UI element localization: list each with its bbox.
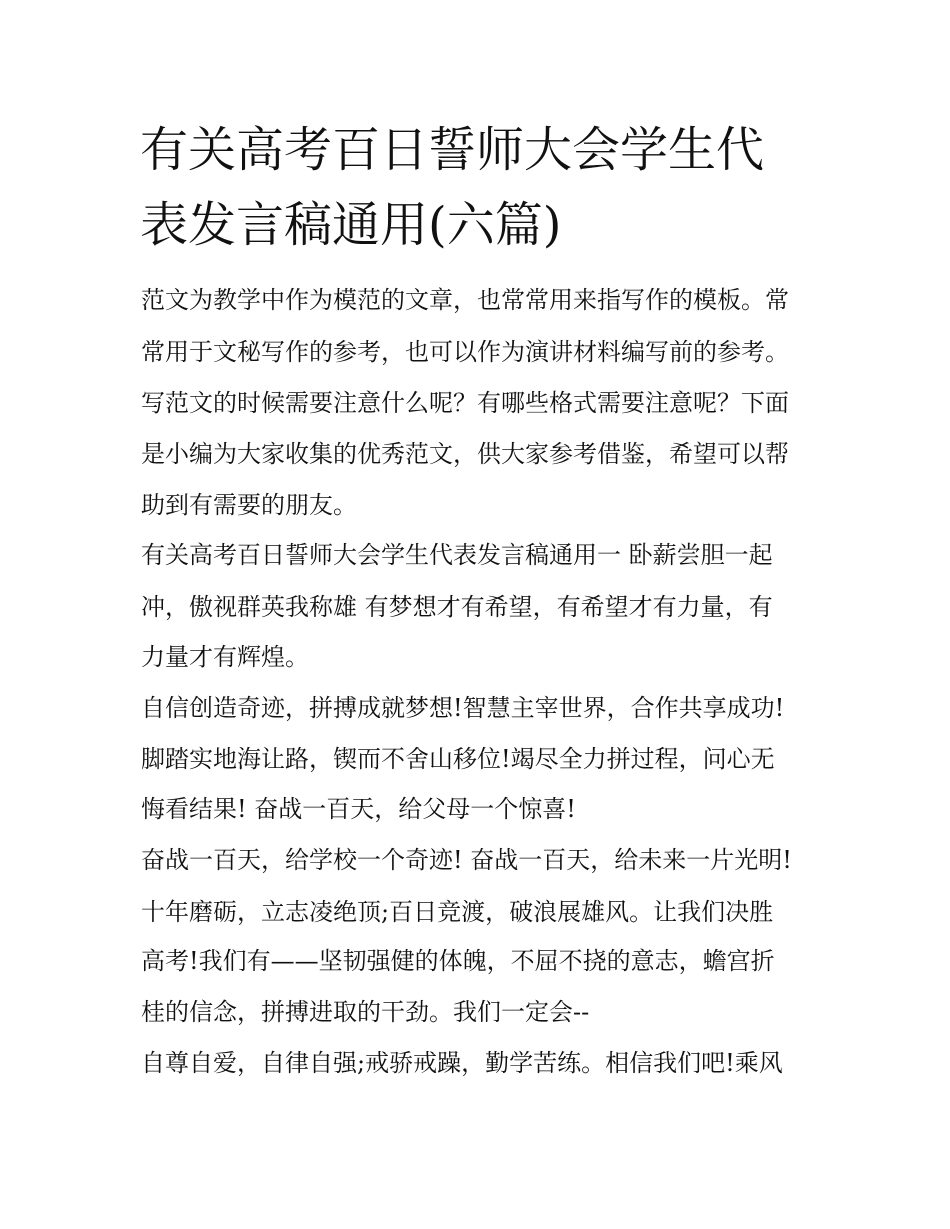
body-text-line: 十年磨砺，立志凌绝顶;百日竞渡，破浪展雄风。让我们决胜 (141, 898, 774, 926)
body-text-line: 力量才有辉煌。 (141, 643, 309, 671)
body-text-line: 自信创造奇迹，拼搏成就梦想!智慧主宰世界，合作共享成功! (141, 694, 785, 722)
body-text-line: 冲，傲视群英我称雄 有梦想才有希望，有希望才有力量，有 (141, 593, 773, 621)
body-text-line: 悔看结果! 奋战一百天，给父母一个惊喜! (141, 795, 576, 823)
body-text-line: 自尊自爱，自律自强;戒骄戒躁，勤学苦练。相信我们吧!乘风 (141, 1049, 783, 1077)
body-text-line: 助到有需要的朋友。 (141, 491, 357, 519)
body-text-line: 高考!我们有——坚韧强健的体魄，不屈不挠的意志，蟾宫折 (141, 947, 775, 975)
body-text-line: 常用于文秘写作的参考，也可以作为演讲材料编写前的参考。 (141, 338, 789, 366)
body-text-line: 奋战一百天，给学校一个奇迹! 奋战一百天，给未来一片光明! (141, 846, 792, 874)
body-text-line: 桂的信念，拼搏进取的干劲。我们一定会-- (141, 998, 590, 1026)
body-text-line: 脚踏实地海让路，锲而不舍山移位!竭尽全力拼过程，问心无 (141, 745, 775, 773)
document-title-line-1: 有关高考百日誓师大会学生代 (140, 122, 765, 178)
body-text-line: 范文为教学中作为模范的文章，也常常用来指写作的模板。常 (141, 286, 789, 314)
body-text-line: 有关高考百日誓师大会学生代表发言稿通用一 卧薪尝胆一起 (141, 541, 773, 569)
body-text-line: 写范文的时候需要注意什么呢？有哪些格式需要注意呢？下面 (141, 389, 789, 417)
document-title-line-2: 表发言稿通用(六篇) (140, 197, 562, 253)
body-text-line: 是小编为大家收集的优秀范文，供大家参考借鉴，希望可以帮 (141, 440, 789, 468)
